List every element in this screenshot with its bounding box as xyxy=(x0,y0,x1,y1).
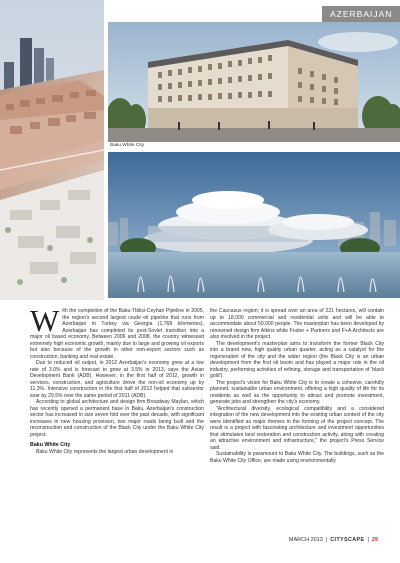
separator: | xyxy=(325,537,328,543)
paragraph: The project's vision for Baku White City is to create a cohesive, carefully planned, sustainable urban environment, offering a high quality of life for its residents as well as the opportunity to attract and promote investment, generate jobs and strengthen the city's economy. xyxy=(210,379,384,405)
paragraph: Baku White City represents the largest urban development in xyxy=(36,448,174,455)
paragraph: Sustainability is paramount to Baku White City. The buildings, such as the Baku White City Office, are made using environmentally xyxy=(210,451,384,464)
paragraph: the Caucasus region; it is spread over an area of 221 hectares, will contain up to 18,000 commercial and residential units and will be able to accommodate about 50,000 people. The masterplan has been developed by renowned design firm Atkins while Foster + Partners and F+A Architects are also involved in the project. xyxy=(210,308,384,340)
separator: | xyxy=(367,537,369,543)
drop-cap: W xyxy=(30,303,60,338)
paragraph: "Architectural diversity, ecological compatibility and a considered integration of the new development into the existing urban context of the city were identified as major themes in the forming of the project concept. The result is a project with fascinating architecture and investment opportunities that stimulates land restoration and construction activity, along with creating an attractive environment and infrastructure," the project's Press Service said. xyxy=(210,405,384,451)
classic-building-image xyxy=(108,22,400,142)
paragraph: Due to reduced oil output, in 2012 Azerbaijan's economy grew at a low rate of 3.0% and is forecast to grow at 3.5% in 2013, says the Asian Development Bank (ADB). However, in the first half of 2012, growth in services, construction, and agriculture drove the non-oil economy up by 11.3%. Intensive construction in the first half of 2012 helped that subsector soar by 29.5% over the same period of 2011 (ADB). xyxy=(30,360,204,399)
article-column-right xyxy=(210,308,384,464)
paragraph: ith the completion of the Baku-Tbilisi-Ceyhan Pipeline in 2005, the region's second largest crude oil pipeline that runs from Azerbaijan to Turkey via Georgia (1,768 kilometres), Azerbaijan has completed its post-Soviet transition into a major oil based economy. Between 2006 and 2008, the country witnessed extremely high economic growth, mainly due to large and growing oil exports but also because of the growth in other non-export sectors such as construction, banking and real estate. xyxy=(30,308,204,360)
page-footer xyxy=(289,537,378,543)
subheading: Baku White City xyxy=(30,442,71,448)
image-caption: Baku White City xyxy=(110,143,145,148)
office-render-image xyxy=(108,152,400,298)
article-column-left xyxy=(30,303,204,455)
paragraph: The development's masterplan aims to transform the former Black City into a brand new, high quality urban quarter, acting as a catalyst for the regeneration of the city and the wider region (the Black City is an urban development from the first oil boom and has played a major role in the oil industry, performing activities of refining, storage and transportation of 'black gold'). xyxy=(210,340,384,379)
issue-date: MARCH 2013 xyxy=(288,537,323,543)
paragraph: According to global architecture and design firm Broadway Maylan, which has recently opened a permanent base in Baku, Azerbaijan's construction sector has increased in size seven fold over the past decade, with significant increases in new housing provision, two major roads being built and the reconstruction and construction of the Black City under the Baku White City project. xyxy=(30,399,204,438)
aerial-city-image xyxy=(0,0,104,300)
magazine-brand: CITYSCAPE xyxy=(330,537,365,543)
section-tag: AZERBAIJAN xyxy=(322,6,400,22)
page-number: 29 xyxy=(371,537,378,543)
